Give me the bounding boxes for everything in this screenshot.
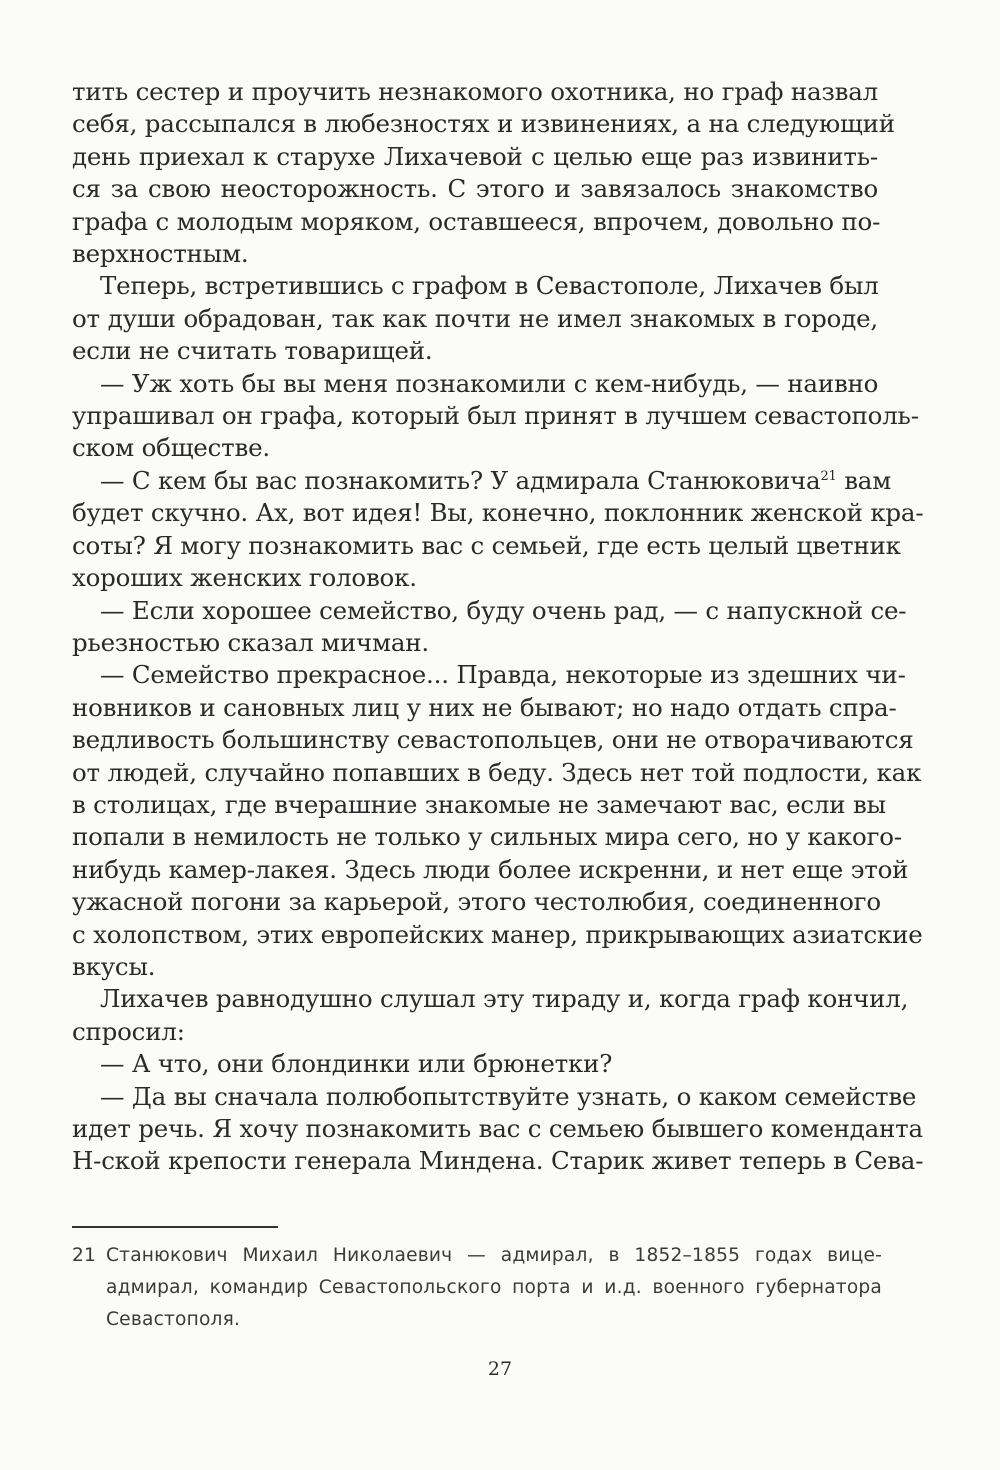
text-line: [72, 303, 878, 335]
text-line: [72, 400, 919, 432]
text-line: [72, 886, 881, 918]
footnote-line: Севастополя.: [106, 1309, 241, 1330]
text-line: [72, 1016, 878, 1048]
text-line: [72, 789, 886, 821]
text-line-content: день приехал к старухе Лихачевой с целью еще раз извинить-: [72, 141, 878, 171]
text-line-content: новников и сановных лиц у них не бывают; но надо отдать спра-: [72, 692, 897, 722]
text-line-content: Лихачев равнодушно слушал эту тираду и, когда граф кончил,: [100, 984, 909, 1014]
text-line: [72, 659, 906, 691]
footnote-line: адмирал, командир Севастопольского порта и и.д. военного губернатора: [106, 1277, 882, 1298]
body-text: [72, 76, 924, 1178]
text-line: [72, 465, 892, 497]
text-line: [72, 173, 878, 205]
text-line: [72, 983, 909, 1015]
text-line-content: хороших женских головок.: [72, 563, 417, 593]
footnote-separator: [72, 1226, 278, 1228]
text-line: [72, 821, 902, 853]
text-line: [72, 1048, 878, 1080]
text-line-content: с холопством, этих европейских манер, прикрывающих азиатские: [72, 919, 923, 949]
text-line: [72, 432, 878, 464]
text-line: [72, 1145, 924, 1177]
text-line: [72, 368, 878, 400]
text-line-content: Теперь, встретившись с графом в Севастополе, Лихачев был: [100, 271, 879, 301]
footnote-reference: 21: [820, 468, 837, 484]
text-line: [72, 76, 878, 108]
text-line: [72, 270, 878, 302]
text-line: [72, 854, 909, 886]
text-line: [72, 951, 878, 983]
text-line: [72, 757, 922, 789]
text-line-content: идет речь. Я хочу познакомить вас с семьею бывшего коменданта: [72, 1114, 923, 1143]
text-line: [72, 1081, 917, 1113]
text-line: [72, 141, 878, 173]
text-line-content: — С кем бы вас познакомить? У адмирала Станюковича: [100, 465, 821, 495]
footnote-text: Станюкович Михаил Николаевич — адмирал, в 1852–1855 годах вице-: [106, 1245, 882, 1266]
text-line-content: себя, рассыпался в любезностях и извинениях, а на следующий: [72, 109, 895, 139]
text-line-content: графа с молодым моряком, оставшееся, впрочем, довольно по-: [72, 206, 881, 236]
footnote: [72, 1240, 882, 1336]
text-line-content: верхностным.: [72, 239, 249, 269]
text-line-content: упрашивал он графа, который был принят в лучшем севастополь-: [72, 401, 919, 431]
text-line-content: ужасной погони за карьерой, этого честолюбия, соединенного: [72, 887, 881, 917]
text-line-content: ся за свою неосторожность. С этого и завязалось знакомство: [72, 174, 878, 204]
text-line: [72, 108, 895, 140]
text-line-content: соты? Я могу познакомить вас с семьей, где есть целый цветник: [72, 530, 901, 560]
text-line-content: — Семейство прекрасное... Правда, некоторые из здешних чи-: [100, 660, 906, 690]
text-line-content: будет скучно. Ах, вот идея! Вы, конечно, поклонник женской кра-: [72, 498, 924, 528]
text-line-content: от души обрадован, так как почти не имел знакомых в городе,: [72, 303, 878, 333]
text-line: [72, 627, 878, 659]
text-line: [72, 335, 878, 367]
text-line: [72, 692, 897, 724]
text-line-content: вам: [836, 465, 892, 495]
text-line-content: вкусы.: [72, 951, 156, 981]
footnote-line: [72, 1240, 882, 1272]
text-line: [72, 206, 881, 238]
text-line-content: ведливость большинству севастопольцев, они не отворачиваются: [72, 725, 914, 755]
text-line: [72, 724, 914, 756]
text-line-content: нибудь камер-лакея. Здесь люди более искренни, и нет еще этой: [72, 854, 909, 884]
text-line-content: рьезностью сказал мичман.: [72, 627, 430, 657]
text-line: [72, 595, 907, 627]
text-line-content: Н-ской крепости генерала Миндена. Старик живет теперь в Сева-: [72, 1146, 924, 1176]
text-line: [72, 238, 878, 270]
text-line-content: — Если хорошее семейство, буду очень рад, — с напускной се-: [100, 595, 907, 625]
page-number: 27: [487, 1358, 513, 1380]
text-line: [72, 919, 923, 951]
text-line-content: в столицах, где вчерашние знакомые не замечают вас, если вы: [72, 789, 886, 819]
text-line-content: — Да вы сначала полюбопытствуйте узнать, о каком семействе: [100, 1081, 917, 1111]
footnote-number: 21: [72, 1245, 97, 1266]
text-line-content: спросил:: [72, 1016, 185, 1046]
text-line-content: от людей, случайно попавших в беду. Здесь нет той подлости, как: [72, 757, 922, 787]
text-line-content: — Уж хоть бы вы меня познакомили с кем-нибудь, — наивно: [100, 368, 879, 398]
text-line: [72, 530, 901, 562]
text-line: [72, 1113, 923, 1145]
text-line-content: если не считать товарищей.: [72, 336, 433, 366]
text-line: [72, 497, 924, 529]
text-line: [72, 562, 878, 594]
text-line-content: тить сестер и проучить незнакомого охотника, но граф назвал: [72, 77, 878, 106]
text-line-content: попали в немилость не только у сильных мира сего, но у какого-: [72, 822, 902, 852]
text-line-content: — А что, они блондинки или брюнетки?: [100, 1049, 613, 1079]
text-line-content: ском обществе.: [72, 433, 270, 463]
